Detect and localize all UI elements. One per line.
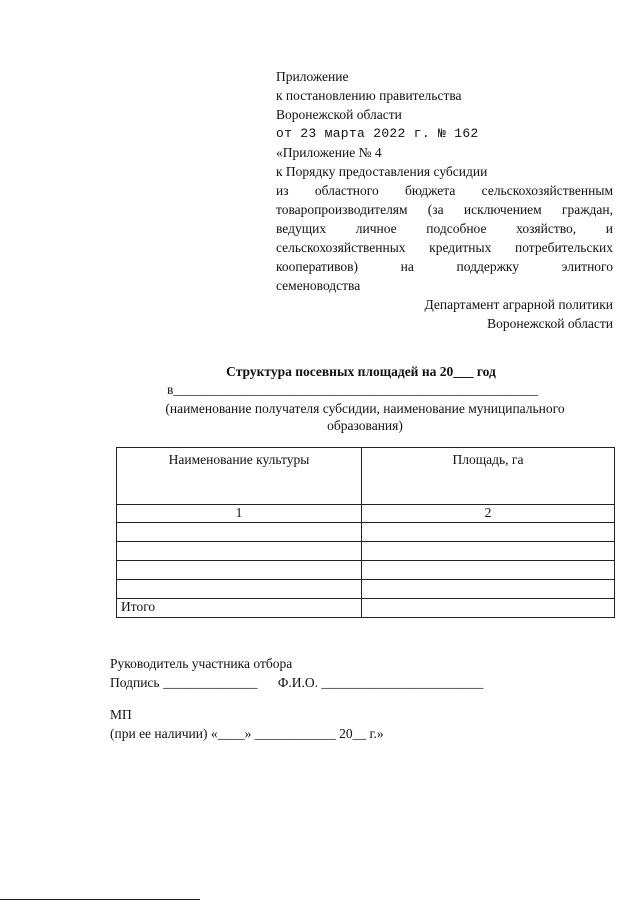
addressee-line-1: Департамент аграрной политики xyxy=(424,297,613,312)
header-date-line: от 23 марта 2022 г. № 162 xyxy=(276,126,479,141)
table-cell xyxy=(362,580,615,599)
table-row xyxy=(117,580,615,599)
date-line: (при ее наличии) «____» ____________ 20__ г.» xyxy=(110,726,384,741)
appendix-last-line: семеноводства xyxy=(276,278,361,293)
header-line-1: Приложение xyxy=(276,69,349,84)
recipient-line: в______________________________________________________ xyxy=(167,382,538,397)
total-label: Итого xyxy=(117,599,362,618)
header-area: Площадь, га xyxy=(362,448,615,505)
numbering-col-1: 1 xyxy=(117,505,362,523)
signature-head: Руководитель участника отбора xyxy=(110,656,293,671)
table-cell xyxy=(117,580,362,599)
table-cell xyxy=(117,523,362,542)
header-crop-name: Наименование культуры xyxy=(117,448,362,505)
appendix-justified-line-5: кооперативов) на поддержку элитного xyxy=(276,259,613,274)
appendix-justified-line-2: товаропроизводителям (за исключением граждан, xyxy=(276,202,613,217)
crop-area-table xyxy=(116,447,615,618)
table-cell xyxy=(362,523,615,542)
footnote-divider xyxy=(0,899,200,900)
recipient-caption-1: (наименование получателя субсидии, наименование муниципального xyxy=(165,401,565,416)
numbering-col-2: 2 xyxy=(362,505,615,523)
table-header-row xyxy=(117,448,615,505)
header-line-3: Воронежской области xyxy=(276,107,402,122)
stamp-label: МП xyxy=(110,707,132,722)
header-line-2: к постановлению правительства xyxy=(276,88,462,103)
addressee-line-2: Воронежской области xyxy=(487,316,613,331)
appendix-line-1: «Приложение № 4 xyxy=(276,145,382,160)
table-row xyxy=(117,523,615,542)
appendix-line-2: к Порядку предоставления субсидии xyxy=(276,164,488,179)
table-cell xyxy=(117,561,362,580)
table-row xyxy=(117,561,615,580)
appendix-justified-line-4: сельскохозяйственных кредитных потребительских xyxy=(276,240,613,255)
table-cell xyxy=(362,561,615,580)
table-cell xyxy=(117,542,362,561)
recipient-caption-2: образования) xyxy=(327,418,403,433)
total-value xyxy=(362,599,615,618)
table-cell xyxy=(362,542,615,561)
signature-line: Подпись ______________ Ф.И.О. ________________________ xyxy=(110,675,484,690)
table-numbering-row xyxy=(117,505,615,523)
table-row xyxy=(117,542,615,561)
appendix-justified-line-1: из областного бюджета сельскохозяйственным xyxy=(276,183,613,198)
document-title: Структура посевных площадей на 20___ год xyxy=(226,364,496,379)
table-total-row xyxy=(117,599,615,618)
appendix-justified-line-3: ведущих личное подсобное хозяйство, и xyxy=(276,221,613,236)
